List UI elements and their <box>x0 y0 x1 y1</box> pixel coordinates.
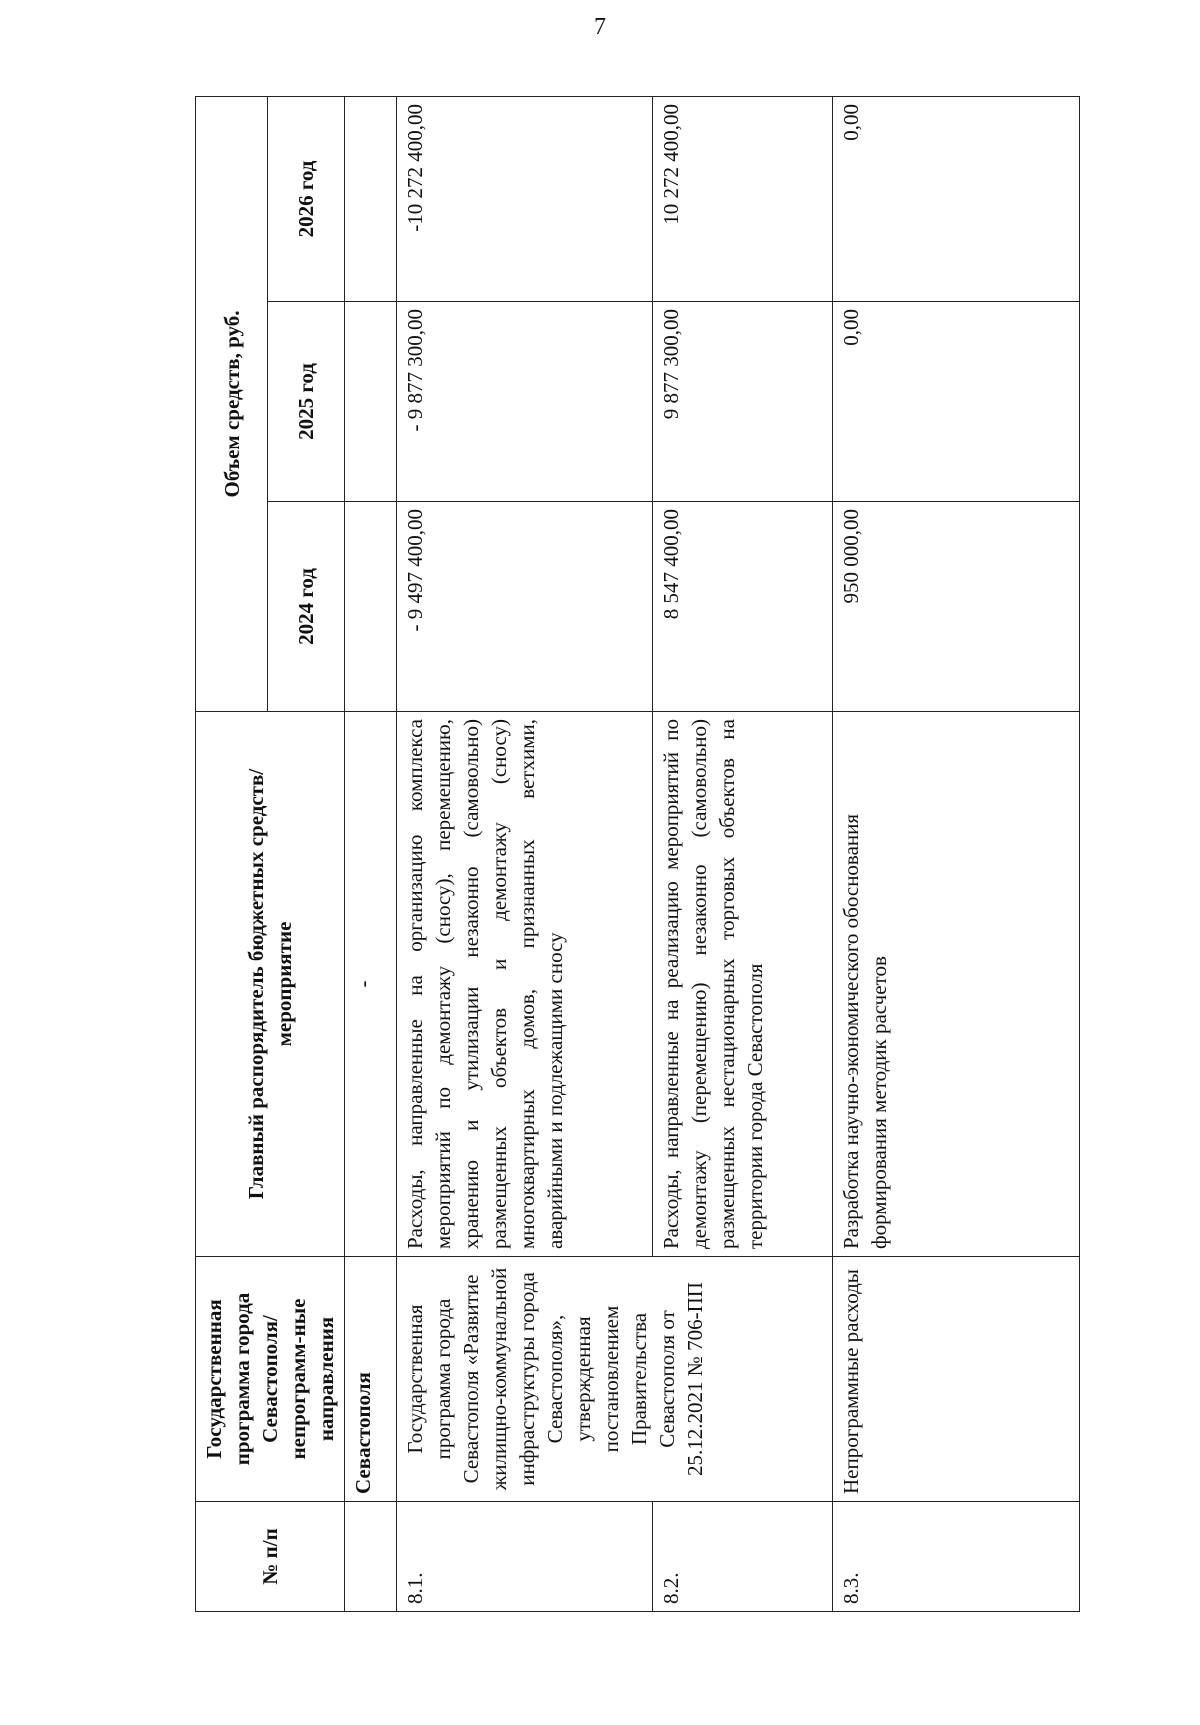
header-num: № п/п <box>196 1502 345 1612</box>
row-value-2025: - 9 877 300,00 <box>397 302 653 502</box>
header-row <box>196 96 268 1611</box>
row-value-2024: 950 000,00 <box>833 502 1080 712</box>
row-event: Разработка научно-экономического обоснования формирования методик расчетов <box>833 712 1080 1257</box>
row-value-2026: 0,00 <box>833 96 1080 301</box>
header-year-2024: 2024 год <box>268 502 345 712</box>
region-2025-cell <box>345 302 397 502</box>
table-row <box>397 96 653 1611</box>
row-value-2025: 0,00 <box>833 302 1080 502</box>
header-year-2026: 2026 год <box>268 96 345 301</box>
table-row <box>833 96 1080 1611</box>
row-value-2025: 9 877 300,00 <box>653 302 833 502</box>
row-program: Непрограммные расходы <box>833 1257 1080 1502</box>
page-number: 7 <box>594 14 606 40</box>
row-program: Государственная программа города Севастополя «Развитие жилищно-коммунальной инфраструктуры города Севастополя», утвержденная постановлением Правительства Севастополя от 25.12.2021 № 706-ПП <box>397 1257 833 1502</box>
header-year-2025: 2025 год <box>268 302 345 502</box>
header-program: Государственная программа города Севастополя/непрограмм-ные направления <box>196 1257 345 1502</box>
row-value-2024: - 9 497 400,00 <box>397 502 653 712</box>
row-num: 8.3. <box>833 1502 1080 1612</box>
region-num-cell <box>345 1502 397 1612</box>
row-num: 8.2. <box>653 1502 833 1612</box>
region-name: Севастополя <box>345 1257 397 1502</box>
budget-table <box>195 96 1080 1612</box>
row-value-2026: 10 272 400,00 <box>653 96 833 301</box>
header-volume: Объем средств, руб. <box>196 96 268 711</box>
region-2024-cell <box>345 502 397 712</box>
region-manager: - <box>345 712 397 1257</box>
row-event: Расходы, направленные на организацию комплекса мероприятий по демонтажу (сносу), перемещению, хранению и утилизации незаконно (самовольно) размещенных объектов и демонтажу (сносу) многоквартирных домов, признанных ветхими, аварийными и подлежащими сносу <box>397 712 653 1257</box>
row-num: 8.1. <box>397 1502 653 1612</box>
header-manager: Главный распорядитель бюджетных средств/мероприятие <box>196 712 345 1257</box>
row-event: Расходы, направленные на реализацию мероприятий по демонтажу (перемещению) незаконно (самовольно) размещенных нестационарных торговых объектов на территории города Севастополя <box>653 712 833 1257</box>
row-value-2024: 8 547 400,00 <box>653 502 833 712</box>
region-row <box>345 96 397 1611</box>
row-value-2026: -10 272 400,00 <box>397 96 653 301</box>
region-2026-cell <box>345 96 397 301</box>
rotated-table-wrapper <box>195 97 1080 1612</box>
